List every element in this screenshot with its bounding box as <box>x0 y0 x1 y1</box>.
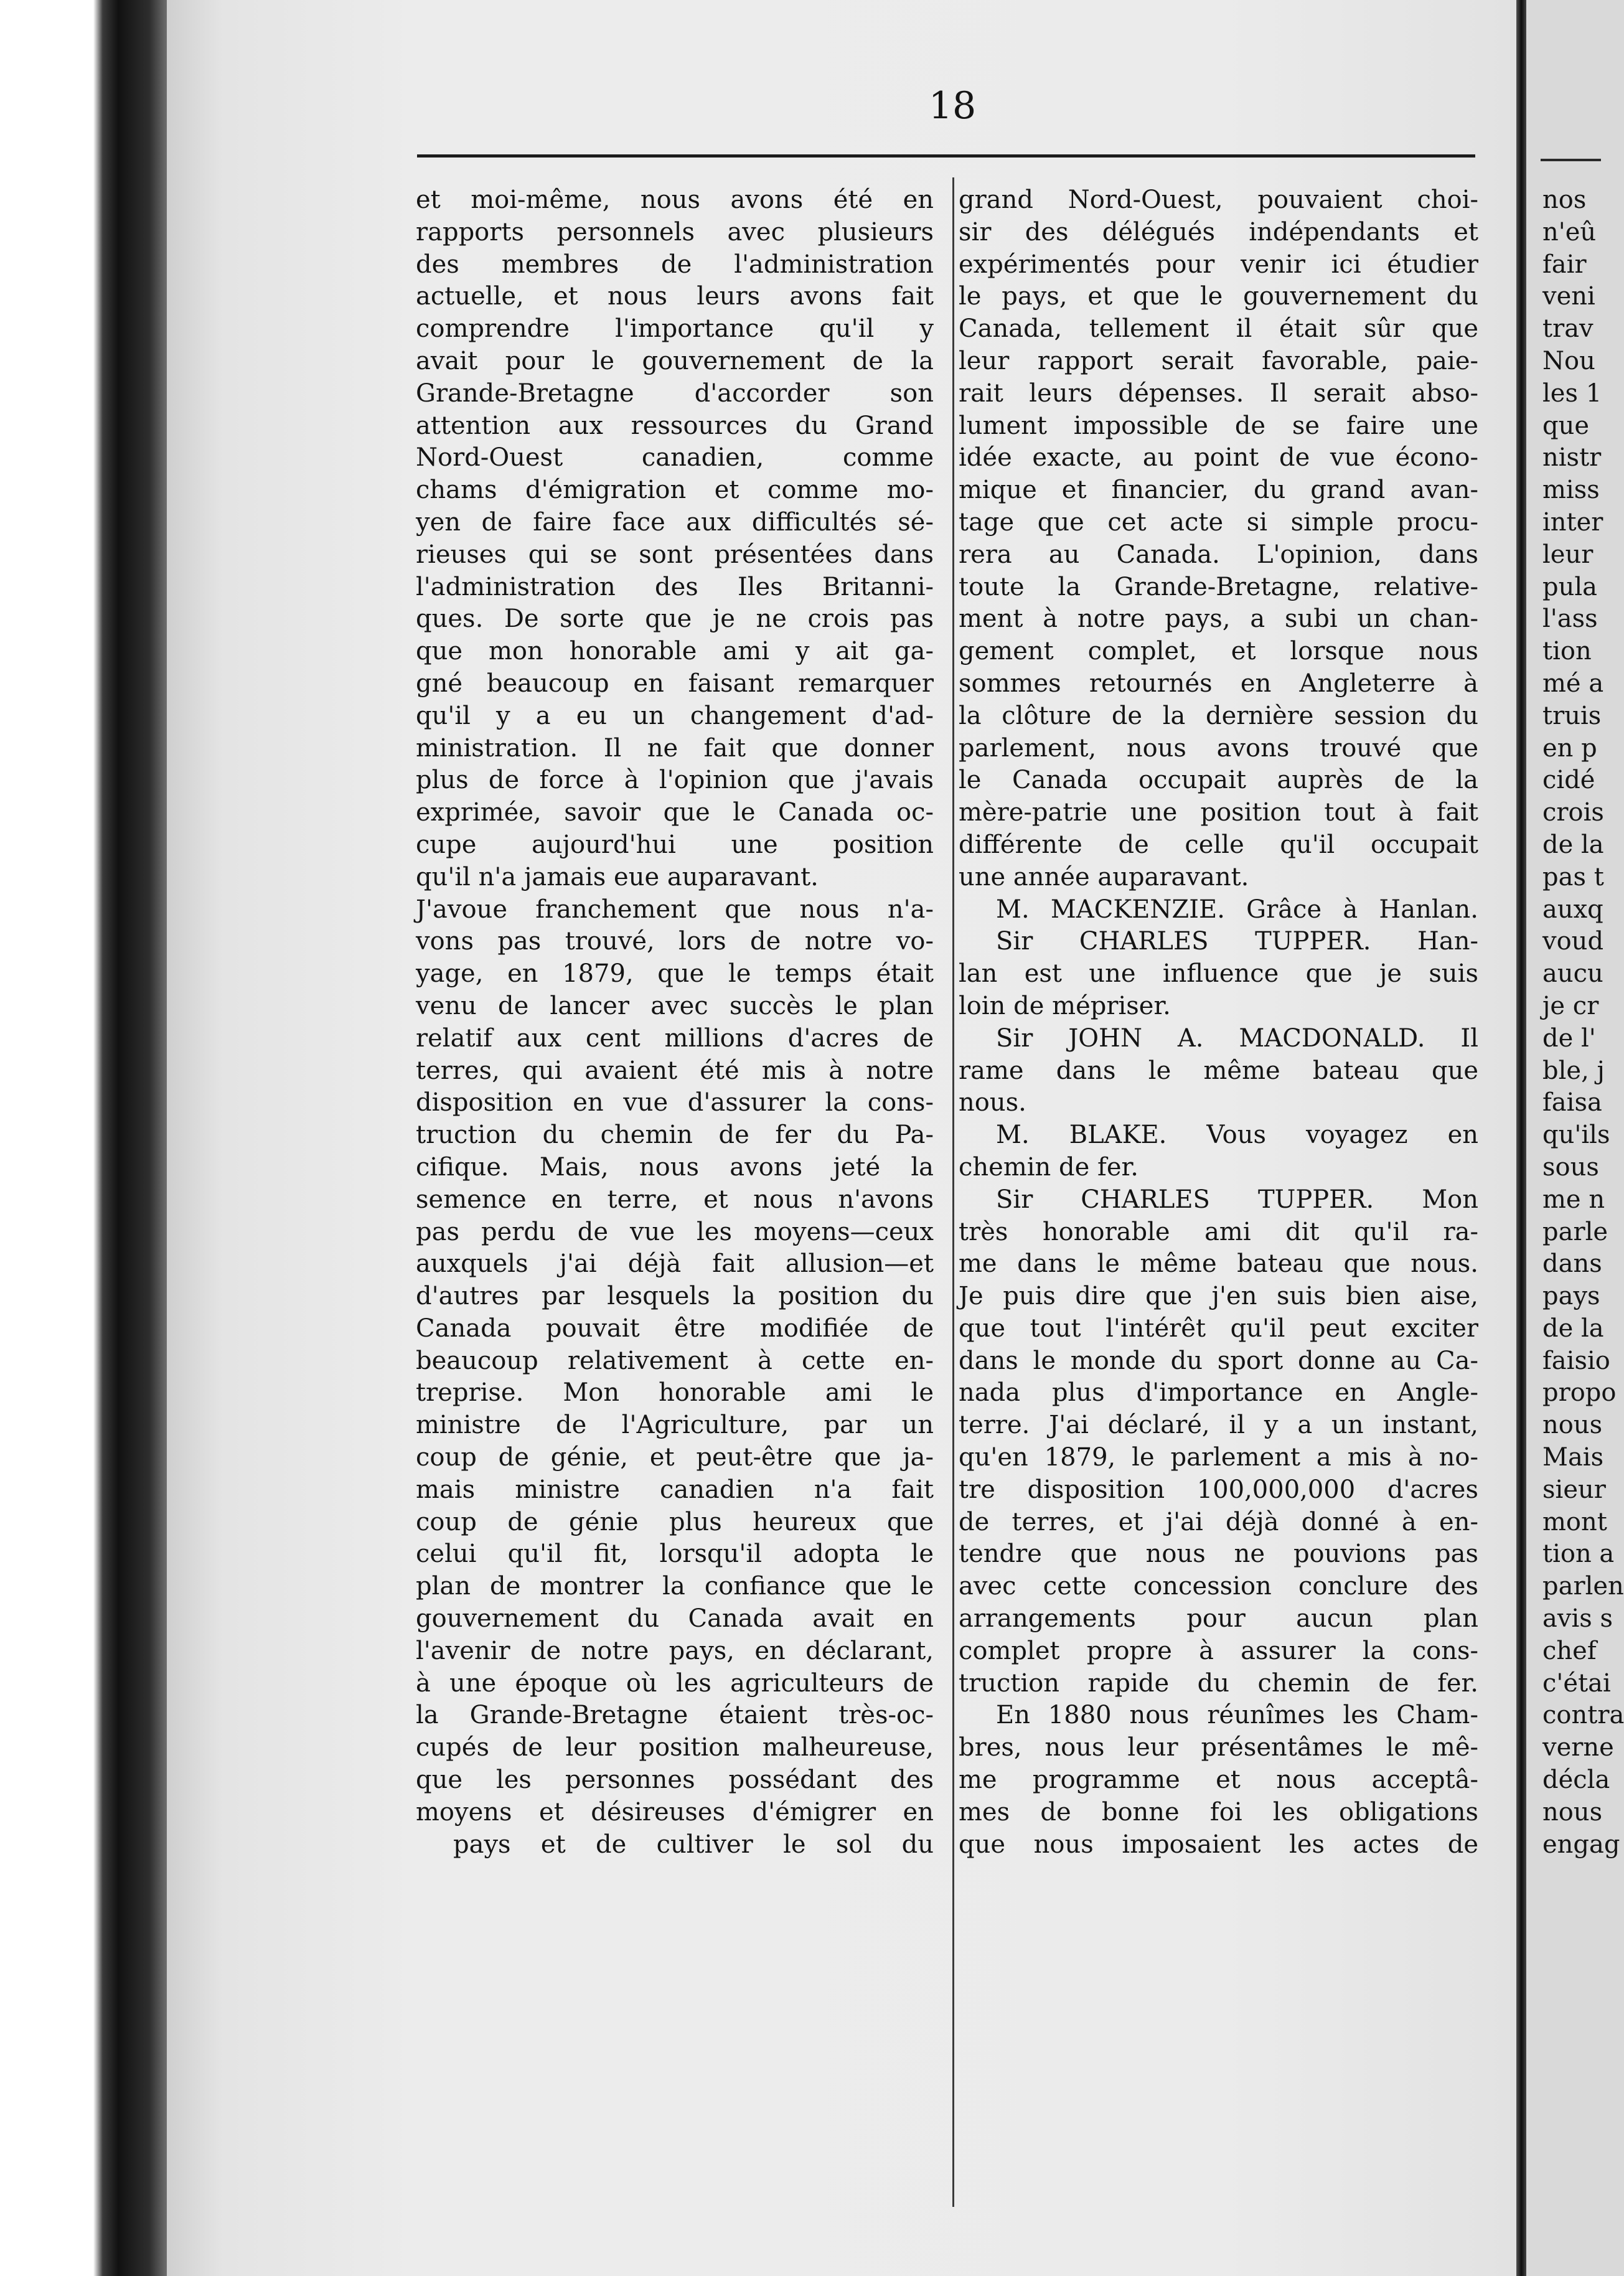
text-line: Grande-Bretagne d'accorder son <box>416 379 934 408</box>
text-fragment: mé a <box>1542 669 1604 698</box>
text-line: que mon honorable ami y ait ga- <box>416 637 934 666</box>
text-line: toute la Grande-Bretagne, relative- <box>959 572 1478 601</box>
text-line: terre. J'ai déclaré, il y a un instant, <box>959 1411 1478 1440</box>
text-line: me dans le même bateau que nous. <box>959 1249 1478 1279</box>
text-line: attention aux ressources du Grand <box>416 411 934 440</box>
text-fragment: pas t <box>1542 862 1604 891</box>
text-line: lan est une influence que je suis <box>959 959 1478 989</box>
header-rule <box>417 154 1475 158</box>
text-line: avec cette concession conclure des <box>959 1572 1478 1601</box>
text-fragment: trav <box>1542 314 1593 344</box>
text-line: cupe aujourd'hui une position <box>416 830 934 859</box>
speaker-line: M. MACKENZIE. Grâce à Hanlan. <box>996 895 1478 924</box>
text-fragment: dans <box>1542 1249 1602 1279</box>
text-fragment: l'ass <box>1542 604 1598 634</box>
text-fragment: de l' <box>1542 1023 1596 1053</box>
text-fragment: sous <box>1542 1152 1599 1182</box>
text-line: arrangements pour aucun plan <box>959 1604 1478 1634</box>
text-fragment: leur <box>1542 540 1593 569</box>
text-fragment: chef <box>1542 1636 1597 1665</box>
text-fragment: c'étai <box>1542 1668 1611 1698</box>
text-line: Nord-Ouest canadien, comme <box>416 443 934 473</box>
text-line: venu de lancer avec succès le plan <box>416 991 934 1020</box>
text-fragment: n'eû <box>1542 217 1597 247</box>
text-fragment: nistr <box>1542 443 1602 473</box>
column-divider <box>952 177 954 2207</box>
text-fragment: les 1 <box>1542 379 1602 408</box>
text-fragment: voud <box>1542 927 1604 956</box>
text-line: qu'en 1879, le parlement a mis à no- <box>959 1443 1478 1472</box>
text-line: avait pour le gouvernement de la <box>416 346 934 375</box>
text-line: l'avenir de notre pays, en déclarant, <box>416 1636 934 1665</box>
text-line: truction rapide du chemin de fer. <box>959 1668 1478 1698</box>
text-line: différente de celle qu'il occupait <box>959 830 1478 859</box>
text-line: mère-patrie une position tout à fait <box>959 798 1478 827</box>
text-fragment: que <box>1542 411 1590 440</box>
text-line: nada plus d'importance en Angle- <box>959 1378 1478 1408</box>
text-line: ment à notre pays, a subi un chan- <box>959 604 1478 634</box>
text-fragment: en p <box>1542 733 1597 763</box>
text-line: qu'il n'a jamais eue auparavant. <box>416 862 819 891</box>
text-line: Je puis dire que j'en suis bien aise, <box>959 1282 1478 1311</box>
text-line: auxquels j'ai déjà fait allusion—et <box>416 1249 934 1279</box>
text-line: rame dans le même bateau que <box>959 1056 1478 1085</box>
text-line: l'administration des Iles Britanni- <box>416 572 934 601</box>
text-line: Canada pouvait être modifiée de <box>416 1314 934 1343</box>
text-line: semence en terre, et nous n'avons <box>416 1185 934 1214</box>
text-line: rait leurs dépenses. Il serait abso- <box>959 379 1478 408</box>
text-line: le Canada occupait auprès de la <box>959 766 1478 795</box>
text-fragment: qu'ils <box>1542 1121 1610 1150</box>
text-line: truction du chemin de fer du Pa- <box>416 1121 934 1150</box>
speaker-line: Sir JOHN A. MACDONALD. Il <box>996 1023 1478 1053</box>
text-line: le pays, et que le gouvernement du <box>959 282 1478 311</box>
text-fragment: parlen <box>1542 1572 1624 1601</box>
text-line: comprendre l'importance qu'il y <box>416 314 934 344</box>
text-line: pas perdu de vue les moyens—ceux <box>416 1217 934 1246</box>
text-line: tendre que nous ne pouvions pas <box>959 1540 1478 1569</box>
next-page-header-rule <box>1541 159 1601 161</box>
text-fragment: inter <box>1542 507 1603 537</box>
text-line: gement complet, et lorsque nous <box>959 637 1478 666</box>
text-line: pays et de cultiver le sol du <box>453 1830 934 1859</box>
text-line: très honorable ami dit qu'il ra- <box>959 1217 1478 1246</box>
text-fragment: parle <box>1542 1217 1608 1246</box>
text-line: bres, nous leur présentâmes le mê- <box>959 1733 1478 1762</box>
text-line: leur rapport serait favorable, paie- <box>959 346 1478 375</box>
text-fragment: contra <box>1542 1701 1624 1730</box>
text-fragment: pays <box>1542 1282 1600 1311</box>
text-line: qu'il y a eu un changement d'ad- <box>416 701 934 730</box>
text-line: J'avoue franchement que nous n'a- <box>416 895 934 924</box>
text-line: terres, qui avaient été mis à notre <box>416 1056 934 1085</box>
text-line: parlement, nous avons trouvé que <box>959 733 1478 763</box>
speaker-line: Sir CHARLES TUPPER. Han- <box>996 927 1478 956</box>
text-fragment: faisio <box>1542 1346 1610 1375</box>
text-line: tre disposition 100,000,000 d'acres <box>959 1475 1478 1504</box>
text-line: idée exacte, au point de vue écono- <box>959 443 1478 473</box>
text-line: treprise. Mon honorable ami le <box>416 1378 934 1408</box>
text-line: plan de montrer la confiance que le <box>416 1572 934 1601</box>
text-line: mes de bonne foi les obligations <box>959 1797 1478 1827</box>
speaker-line: Sir CHARLES TUPPER. Mon <box>996 1185 1478 1214</box>
text-line: la Grande-Bretagne étaient très-oc- <box>416 1701 934 1730</box>
text-fragment: mont <box>1542 1507 1607 1536</box>
text-line: vons pas trouvé, lors de notre vo- <box>416 927 934 956</box>
text-line: que nous imposaient les actes de <box>959 1830 1478 1859</box>
text-line: gouvernement du Canada avait en <box>416 1604 934 1634</box>
text-line: de terres, et j'ai déjà donné à en- <box>959 1507 1478 1536</box>
text-line: à une époque où les agriculteurs de <box>416 1668 934 1698</box>
text-line: lument impossible de se faire une <box>959 411 1478 440</box>
text-fragment: veni <box>1542 282 1595 311</box>
text-line: sommes retournés en Angleterre à <box>959 669 1478 698</box>
text-line: yen de faire face aux difficultés sé- <box>416 507 934 537</box>
binding-gutter <box>0 0 167 2276</box>
text-line: En 1880 nous réunîmes les Cham- <box>996 1701 1478 1730</box>
text-line: plus de force à l'opinion que j'avais <box>416 766 934 795</box>
text-line: gné beaucoup en faisant remarquer <box>416 669 934 698</box>
text-line: rieuses qui se sont présentées dans <box>416 540 934 569</box>
text-fragment: fair <box>1542 250 1587 279</box>
text-line: Canada, tellement il était sûr que <box>959 314 1478 344</box>
text-line: que tout l'intérêt qu'il peut exciter <box>959 1314 1478 1343</box>
text-line: moyens et désireuses d'émigrer en <box>416 1797 934 1827</box>
text-fragment: nous <box>1542 1797 1603 1827</box>
text-fragment: miss <box>1542 476 1600 505</box>
text-line: ministre de l'Agriculture, par un <box>416 1411 934 1440</box>
text-fragment: faisa <box>1542 1088 1602 1117</box>
page-number: 18 <box>928 84 977 128</box>
text-line: dans le monde du sport donne au Ca- <box>959 1346 1478 1375</box>
text-line: chemin de fer. <box>959 1152 1138 1182</box>
text-line: relatif aux cent millions d'acres de <box>416 1023 934 1053</box>
text-line: la clôture de la dernière session du <box>959 701 1478 730</box>
text-line: d'autres par lesquels la position du <box>416 1282 934 1311</box>
text-line: celui qu'il fit, lorsqu'il adopta le <box>416 1540 934 1569</box>
text-line: cifique. Mais, nous avons jeté la <box>416 1152 934 1182</box>
text-fragment: sieur <box>1542 1475 1606 1504</box>
speaker-line: M. BLAKE. Vous voyagez en <box>996 1121 1478 1150</box>
text-line: grand Nord-Ouest, pouvaient choi- <box>959 186 1478 214</box>
text-line: complet propre à assurer la cons- <box>959 1636 1478 1665</box>
text-fragment: propo <box>1542 1378 1617 1408</box>
text-fragment: crois <box>1542 798 1604 827</box>
text-line: une année auparavant. <box>959 862 1249 891</box>
text-fragment: de la <box>1542 1314 1604 1343</box>
text-line: rera au Canada. L'opinion, dans <box>959 540 1478 569</box>
text-fragment: Nou <box>1542 346 1595 375</box>
text-fragment: me n <box>1542 1185 1605 1214</box>
text-line: disposition en vue d'assurer la cons- <box>416 1088 934 1117</box>
text-fragment: cidé <box>1542 766 1595 795</box>
text-line: nous. <box>959 1088 1026 1117</box>
text-line: que les personnes possédant des <box>416 1766 934 1795</box>
text-line: rapports personnels avec plusieurs <box>416 217 934 247</box>
text-line: coup de génie, et peut-être que ja- <box>416 1443 934 1472</box>
text-line: me programme et nous acceptâ- <box>959 1766 1478 1795</box>
text-line: mais ministre canadien n'a fait <box>416 1475 934 1504</box>
text-fragment: nous <box>1542 1411 1603 1440</box>
text-column-left <box>416 184 934 1861</box>
text-line: et moi-même, nous avons été en <box>416 186 934 214</box>
text-fragment: verne <box>1542 1733 1614 1762</box>
text-line: coup de génie plus heureux que <box>416 1507 934 1536</box>
text-line: ques. De sorte que je ne crois pas <box>416 604 934 634</box>
text-fragment: je cr <box>1542 991 1599 1020</box>
text-line: tage que cet acte si simple procu- <box>959 507 1478 537</box>
text-line: cupés de leur position malheureuse, <box>416 1733 934 1762</box>
text-fragment: tion a <box>1542 1540 1615 1569</box>
text-line: des membres de l'administration <box>416 250 934 279</box>
text-line: ministration. Il ne fait que donner <box>416 733 934 763</box>
text-fragment: de la <box>1542 830 1604 859</box>
text-line: loin de mépriser. <box>959 991 1171 1020</box>
text-fragment: tion <box>1542 637 1592 666</box>
text-fragment: aucu <box>1542 959 1603 989</box>
text-line: chams d'émigration et comme mo- <box>416 476 934 505</box>
text-line: actuelle, et nous leurs avons fait <box>416 282 934 311</box>
text-fragment: engag <box>1542 1830 1620 1859</box>
text-fragment: nos <box>1542 186 1587 214</box>
text-fragment: truis <box>1542 701 1602 730</box>
text-fragment: pula <box>1542 572 1598 601</box>
text-line: expérimentés pour venir ici étudier <box>959 250 1478 279</box>
text-line: exprimée, savoir que le Canada oc- <box>416 798 934 827</box>
text-fragment: avis s <box>1542 1604 1613 1634</box>
text-line: sir des délégués indépendants et <box>959 217 1478 247</box>
text-line: yage, en 1879, que le temps était <box>416 959 934 989</box>
text-fragment: ble, j <box>1542 1056 1605 1085</box>
text-column-next-page-fragment <box>1542 184 1624 1861</box>
text-line: beaucoup relativement à cette en- <box>416 1346 934 1375</box>
text-fragment: Mais <box>1542 1443 1604 1472</box>
text-fragment: décla <box>1542 1766 1610 1795</box>
text-fragment: auxq <box>1542 895 1603 924</box>
text-column-right <box>959 184 1478 1861</box>
text-line: mique et financier, du grand avan- <box>959 476 1478 505</box>
page-fold <box>1516 0 1526 2276</box>
